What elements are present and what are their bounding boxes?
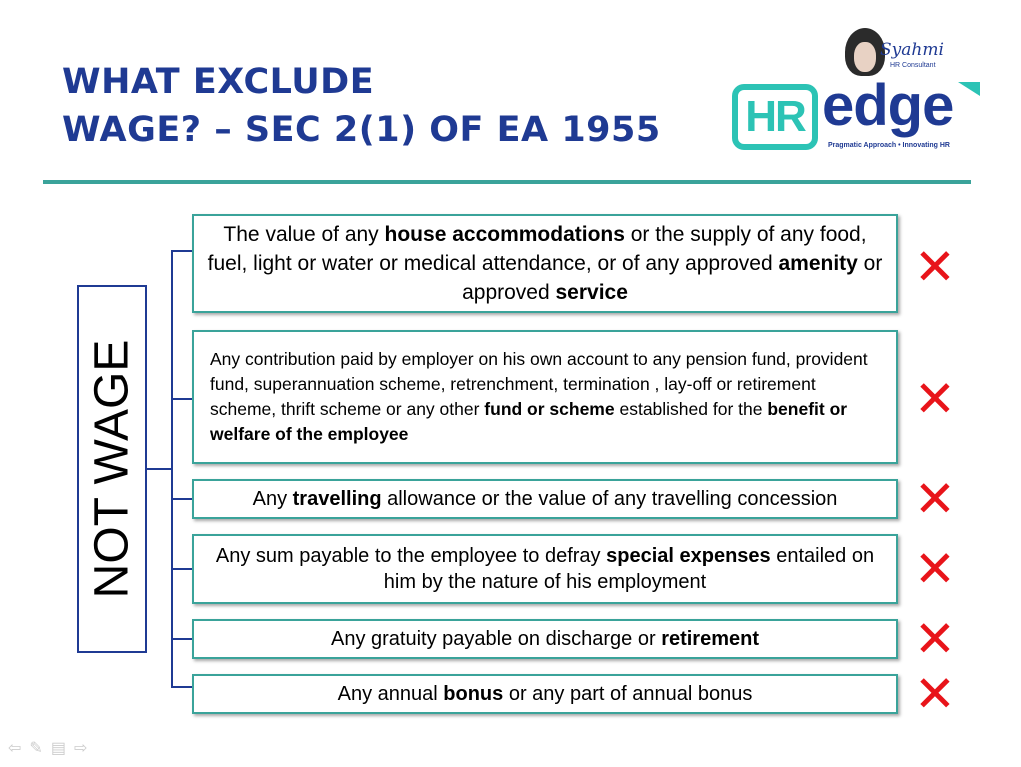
slide-nav (8, 738, 95, 758)
slide-title (62, 58, 661, 154)
title-line-1: WHAT EXCLUDE (62, 62, 375, 102)
not-wage-box (77, 285, 147, 653)
cross-icon: ✕ (914, 540, 956, 598)
exclusion-item-travelling (192, 479, 898, 519)
arrow-right-icon[interactable]: ⇨ (73, 740, 96, 757)
item-text: Any annual bonus or any part of annual bonus (337, 683, 753, 705)
connector-stub (147, 468, 172, 470)
exclusion-item-gratuity (192, 619, 898, 659)
connector-branch (171, 638, 192, 640)
cross-icon: ✕ (914, 665, 956, 723)
item-text: Any gratuity payable on discharge or retirement (330, 628, 759, 650)
menu-icon[interactable]: ▤ (50, 740, 74, 757)
not-wage-label: NOT WAGE (85, 339, 139, 599)
exclusion-item-bonus (192, 674, 898, 714)
title-line-2: WAGE? – SEC 2(1) OF EA 1955 (62, 110, 661, 150)
logo-hr: HR (732, 84, 818, 150)
pen-icon[interactable]: ✎ (29, 740, 51, 757)
connector-trunk (171, 250, 173, 687)
consultant-avatar (845, 28, 885, 76)
connector-branch (171, 686, 192, 688)
exclusion-item-special-expenses (192, 534, 898, 604)
cross-icon: ✕ (914, 470, 956, 528)
exclusion-item-contribution (192, 330, 898, 464)
connector-branch (171, 250, 192, 252)
item-text: Any sum payable to the employee to defray special expenses entailed on him by the nature of his employment (215, 545, 875, 593)
cross-icon: ✕ (914, 610, 956, 668)
item-text: The value of any house accommodations or the supply of any food, fuel, light or water or medical attendance, or of any approved amenity or approved service (207, 223, 883, 304)
signature-subtitle: HR Consultant (890, 62, 936, 69)
item-text: Any contribution paid by employer on his own account to any pension fund, provident fund, superannuation scheme, retrenchment, termination , lay-off or retirement scheme, thrift scheme or any other fund or scheme established for the benefit or welfare of the employee (210, 349, 868, 444)
title-divider (43, 180, 971, 184)
item-text: Any travelling allowance or the value of any travelling concession (252, 488, 838, 510)
arrow-left-icon[interactable]: ⇦ (8, 740, 30, 757)
signature: Syahmi (880, 40, 944, 60)
cross-icon: ✕ (914, 238, 956, 296)
logo-tagline: Pragmatic Approach • Innovating HR (828, 142, 950, 149)
exclusion-item-accommodation (192, 214, 898, 313)
connector-branch (171, 568, 192, 570)
logo-accent-icon (958, 82, 980, 96)
connector-branch (171, 398, 192, 400)
cross-icon: ✕ (914, 370, 956, 428)
connector-branch (171, 498, 192, 500)
logo-edge: edge (822, 73, 954, 138)
